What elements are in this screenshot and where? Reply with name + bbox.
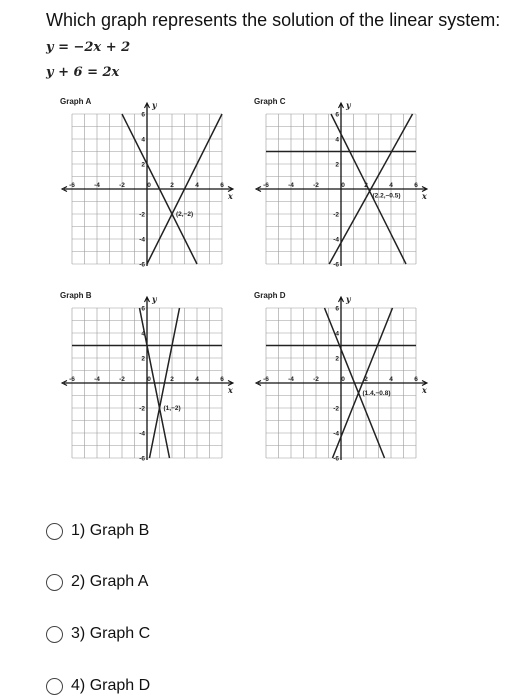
x-tick-label: -6 xyxy=(69,376,75,383)
graph-b xyxy=(58,290,248,472)
choice-2[interactable] xyxy=(46,569,266,595)
x-tick-label: 0 xyxy=(147,182,151,189)
y-axis-label: y xyxy=(346,294,351,304)
radio-icon[interactable] xyxy=(46,574,63,591)
y-tick-label: -2 xyxy=(139,211,145,219)
choice-3[interactable] xyxy=(46,621,266,647)
intersection-label: (2,−2) xyxy=(176,211,194,218)
y-tick-label: 2 xyxy=(335,161,339,169)
x-tick-label: 0 xyxy=(341,182,345,189)
x-tick-label: 0 xyxy=(147,376,151,383)
x-tick-label: 4 xyxy=(195,182,199,189)
x-tick-label: 6 xyxy=(220,182,224,189)
x-tick-label: -4 xyxy=(94,182,100,189)
y-tick-label: 6 xyxy=(141,111,145,119)
graph-title: Graph D xyxy=(254,291,286,300)
x-axis-label: x xyxy=(422,385,427,395)
question-text: Which graph represents the solution of the linear system: xyxy=(46,10,501,30)
graph-a xyxy=(58,96,248,278)
y-axis-label: y xyxy=(152,100,157,110)
graph-c xyxy=(252,96,442,278)
graph-title: Graph C xyxy=(254,97,286,106)
choice-label: 3) Graph C xyxy=(71,625,151,642)
y-tick-label: -6 xyxy=(139,455,145,463)
y-tick-label: -4 xyxy=(139,236,145,244)
equation-1: y = −2x + 2 xyxy=(46,40,131,55)
choice-1[interactable] xyxy=(46,518,266,544)
intersection-label: (1,−2) xyxy=(163,405,181,412)
x-tick-label: -2 xyxy=(313,182,319,189)
y-tick-label: 2 xyxy=(141,355,145,363)
y-tick-label: 4 xyxy=(141,330,145,338)
y-tick-label: -2 xyxy=(333,211,339,219)
x-tick-label: 4 xyxy=(389,182,393,189)
equation-2: y + 6 = 2x xyxy=(46,65,120,80)
y-tick-label: 6 xyxy=(141,305,145,313)
x-tick-label: 2 xyxy=(170,376,174,383)
y-tick-label: -4 xyxy=(139,430,145,438)
x-tick-label: -6 xyxy=(263,376,269,383)
x-tick-label: 6 xyxy=(414,182,418,189)
choice-label: 1) Graph B xyxy=(71,522,150,539)
y-tick-label: 4 xyxy=(335,330,339,338)
y-axis-label: y xyxy=(152,294,157,304)
graph-title: Graph B xyxy=(60,291,92,300)
radio-icon[interactable] xyxy=(46,678,63,695)
x-tick-label: -2 xyxy=(119,182,125,189)
graph-title: Graph A xyxy=(60,97,92,106)
y-tick-label: 2 xyxy=(335,355,339,363)
y-tick-label: -6 xyxy=(333,455,339,463)
x-tick-label: -2 xyxy=(313,376,319,383)
y-tick-label: 2 xyxy=(141,161,145,169)
y-tick-label: 6 xyxy=(335,305,339,313)
y-tick-label: -6 xyxy=(333,261,339,269)
y-tick-label: -4 xyxy=(333,430,339,438)
x-tick-label: 2 xyxy=(364,182,368,189)
x-tick-label: 0 xyxy=(341,376,345,383)
intersection-label: (2.2,−0.5) xyxy=(372,192,401,200)
x-tick-label: -6 xyxy=(263,182,269,189)
choice-4[interactable] xyxy=(46,673,266,699)
y-axis-label: y xyxy=(346,100,351,110)
y-tick-label: 6 xyxy=(335,111,339,119)
y-tick-label: 4 xyxy=(141,136,145,144)
x-tick-label: -6 xyxy=(69,182,75,189)
x-tick-label: 4 xyxy=(195,376,199,383)
graph-d xyxy=(252,290,442,472)
x-tick-label: 6 xyxy=(414,376,418,383)
x-tick-label: 2 xyxy=(364,376,368,383)
y-tick-label: -6 xyxy=(139,261,145,269)
choice-label: 2) Graph A xyxy=(71,573,149,590)
radio-icon[interactable] xyxy=(46,523,63,540)
x-tick-label: 2 xyxy=(170,182,174,189)
x-axis-label: x xyxy=(422,191,427,201)
x-tick-label: -4 xyxy=(288,182,294,189)
x-tick-label: 6 xyxy=(220,376,224,383)
x-axis-label: x xyxy=(228,191,233,201)
choice-label: 4) Graph D xyxy=(71,677,151,694)
intersection-label: (1.4,−0.8) xyxy=(362,390,391,397)
y-tick-label: -4 xyxy=(333,236,339,244)
x-tick-label: -4 xyxy=(288,376,294,383)
x-tick-label: -4 xyxy=(94,376,100,383)
x-tick-label: 4 xyxy=(389,376,393,383)
y-tick-label: -2 xyxy=(139,405,145,413)
x-tick-label: -2 xyxy=(119,376,125,383)
x-axis-label: x xyxy=(228,385,233,395)
y-tick-label: -2 xyxy=(333,405,339,413)
y-tick-label: 4 xyxy=(335,136,339,144)
radio-icon[interactable] xyxy=(46,626,63,643)
